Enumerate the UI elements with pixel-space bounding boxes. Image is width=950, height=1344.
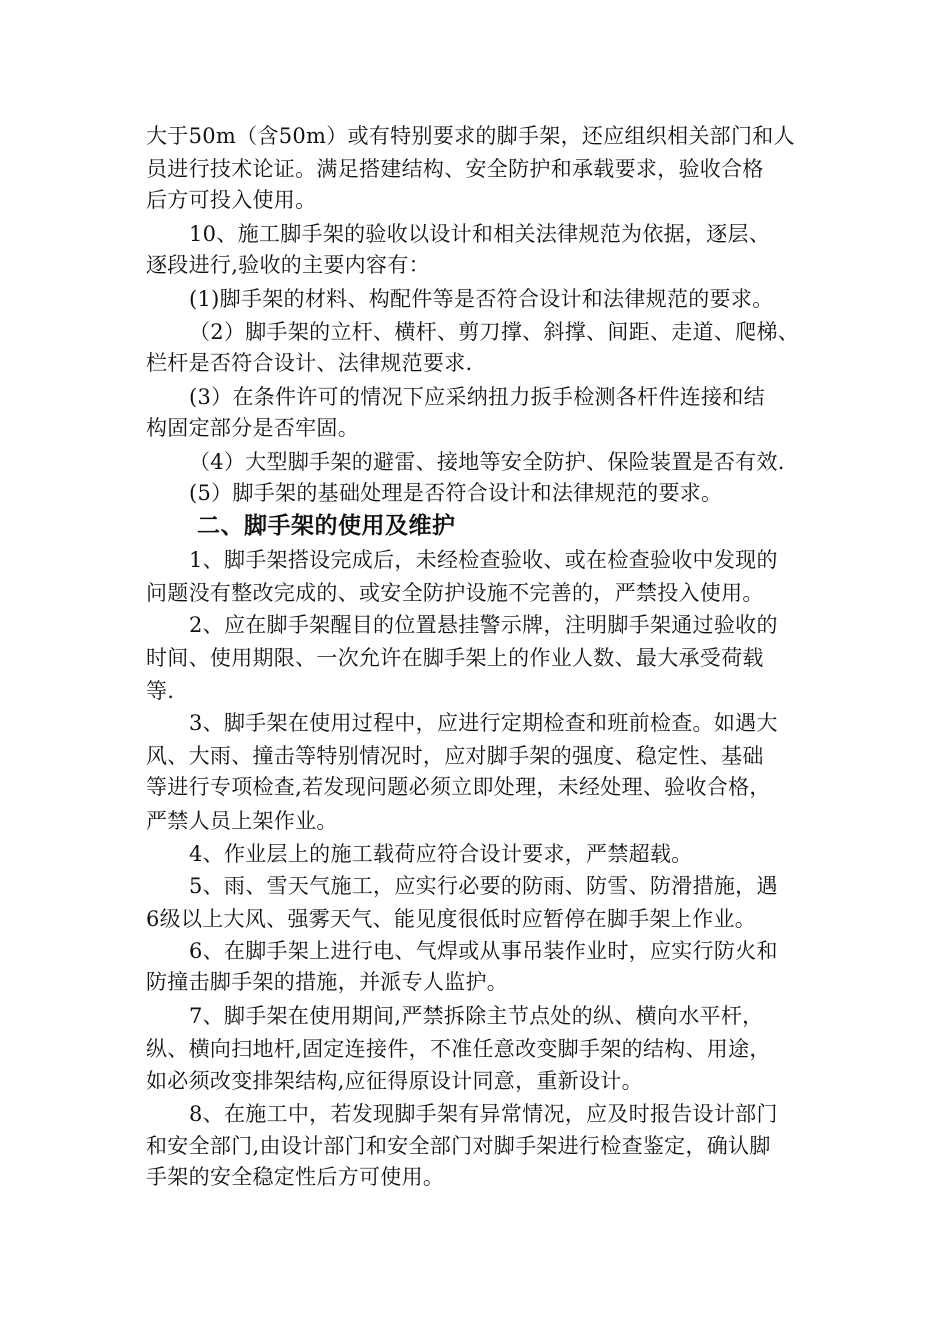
- body-line: (5）脚手架的基础处理是否符合设计和法律规范的要求。: [189, 481, 723, 505]
- body-line: 手架的安全稳定性后方可使用。: [146, 1165, 445, 1189]
- body-line: 等进行专项检查,若发现问题必须立即处理，未经处理、验收合格，: [146, 775, 771, 799]
- body-line: 6、在脚手架上进行电、气焊或从事吊装作业时，应实行防火和: [189, 939, 778, 963]
- body-line: 5、雨、雪天气施工，应实行必要的防雨、防雪、防滑措施，遇: [189, 874, 778, 898]
- section-heading: 二、脚手架的使用及维护: [197, 513, 456, 539]
- body-line: 等.: [146, 679, 175, 703]
- body-line: 8、在施工中，若发现脚手架有异常情况，应及时报告设计部门: [189, 1102, 778, 1126]
- body-line: 构固定部分是否牢固。: [146, 416, 359, 440]
- body-line: 后方可投入使用。: [146, 188, 317, 212]
- body-line: 员进行技术论证。满足搭建结构、安全防护和承载要求，验收合格: [146, 157, 764, 181]
- body-line: 风、大雨、撞击等特别情况时，应对脚手架的强度、稳定性、基础: [146, 744, 764, 768]
- body-line: （2）脚手架的立杆、横杆、剪刀撑、斜撑、间距、走道、爬梯、: [189, 320, 800, 344]
- body-line: 和安全部门,由设计部门和安全部门对脚手架进行检查鉴定，确认脚: [146, 1134, 771, 1158]
- body-line: (1)脚手架的材料、构配件等是否符合设计和法律规范的要求。: [189, 287, 774, 311]
- body-line: 2、应在脚手架醒目的位置悬挂警示牌，注明脚手架通过验收的: [189, 613, 778, 637]
- body-line: 问题没有整改完成的、或安全防护设施不完善的，严禁投入使用。: [146, 581, 764, 605]
- body-line: 纵、横向扫地杆,固定连接件，不准任意改变脚手架的结构、用途，: [146, 1037, 771, 1061]
- body-line: 逐段进行,验收的主要内容有：: [146, 253, 430, 277]
- body-line: 3、脚手架在使用过程中，应进行定期检查和班前检查。如遇大: [189, 711, 778, 735]
- body-line: 大于50m（含50m）或有特别要求的脚手架，还应组织相关部门和人: [146, 124, 795, 148]
- body-line: 7、脚手架在使用期间,严禁拆除主节点处的纵、横向水平杆，: [189, 1004, 764, 1028]
- body-line: 如必须改变排架结构,应征得原设计同意，重新设计。: [146, 1069, 643, 1093]
- body-line: 严禁人员上架作业。: [146, 809, 338, 833]
- body-line: 时间、使用期限、一次允许在脚手架上的作业人数、最大承受荷载: [146, 646, 764, 670]
- body-line: 栏杆是否符合设计、法律规范要求.: [146, 351, 473, 375]
- body-line: （4）大型脚手架的避雷、接地等安全防护、保险装置是否有效.: [189, 450, 785, 474]
- body-line: 6级以上大风、强雾天气、能见度很低时应暂停在脚手架上作业。: [146, 907, 757, 931]
- body-line: 4、作业层上的施工载荷应符合设计要求，严禁超载。: [189, 842, 693, 866]
- body-line: 防撞击脚手架的措施，并派专人监护。: [146, 970, 509, 994]
- body-line: (3）在条件许可的情况下应采纳扭力扳手检测各杆件连接和结: [189, 385, 765, 409]
- body-line: 10、施工脚手架的验收以设计和相关法律规范为依据，逐层、: [189, 222, 771, 246]
- body-line: 1、脚手架搭设完成后，未经检查验收、或在检查验收中发现的: [189, 548, 778, 572]
